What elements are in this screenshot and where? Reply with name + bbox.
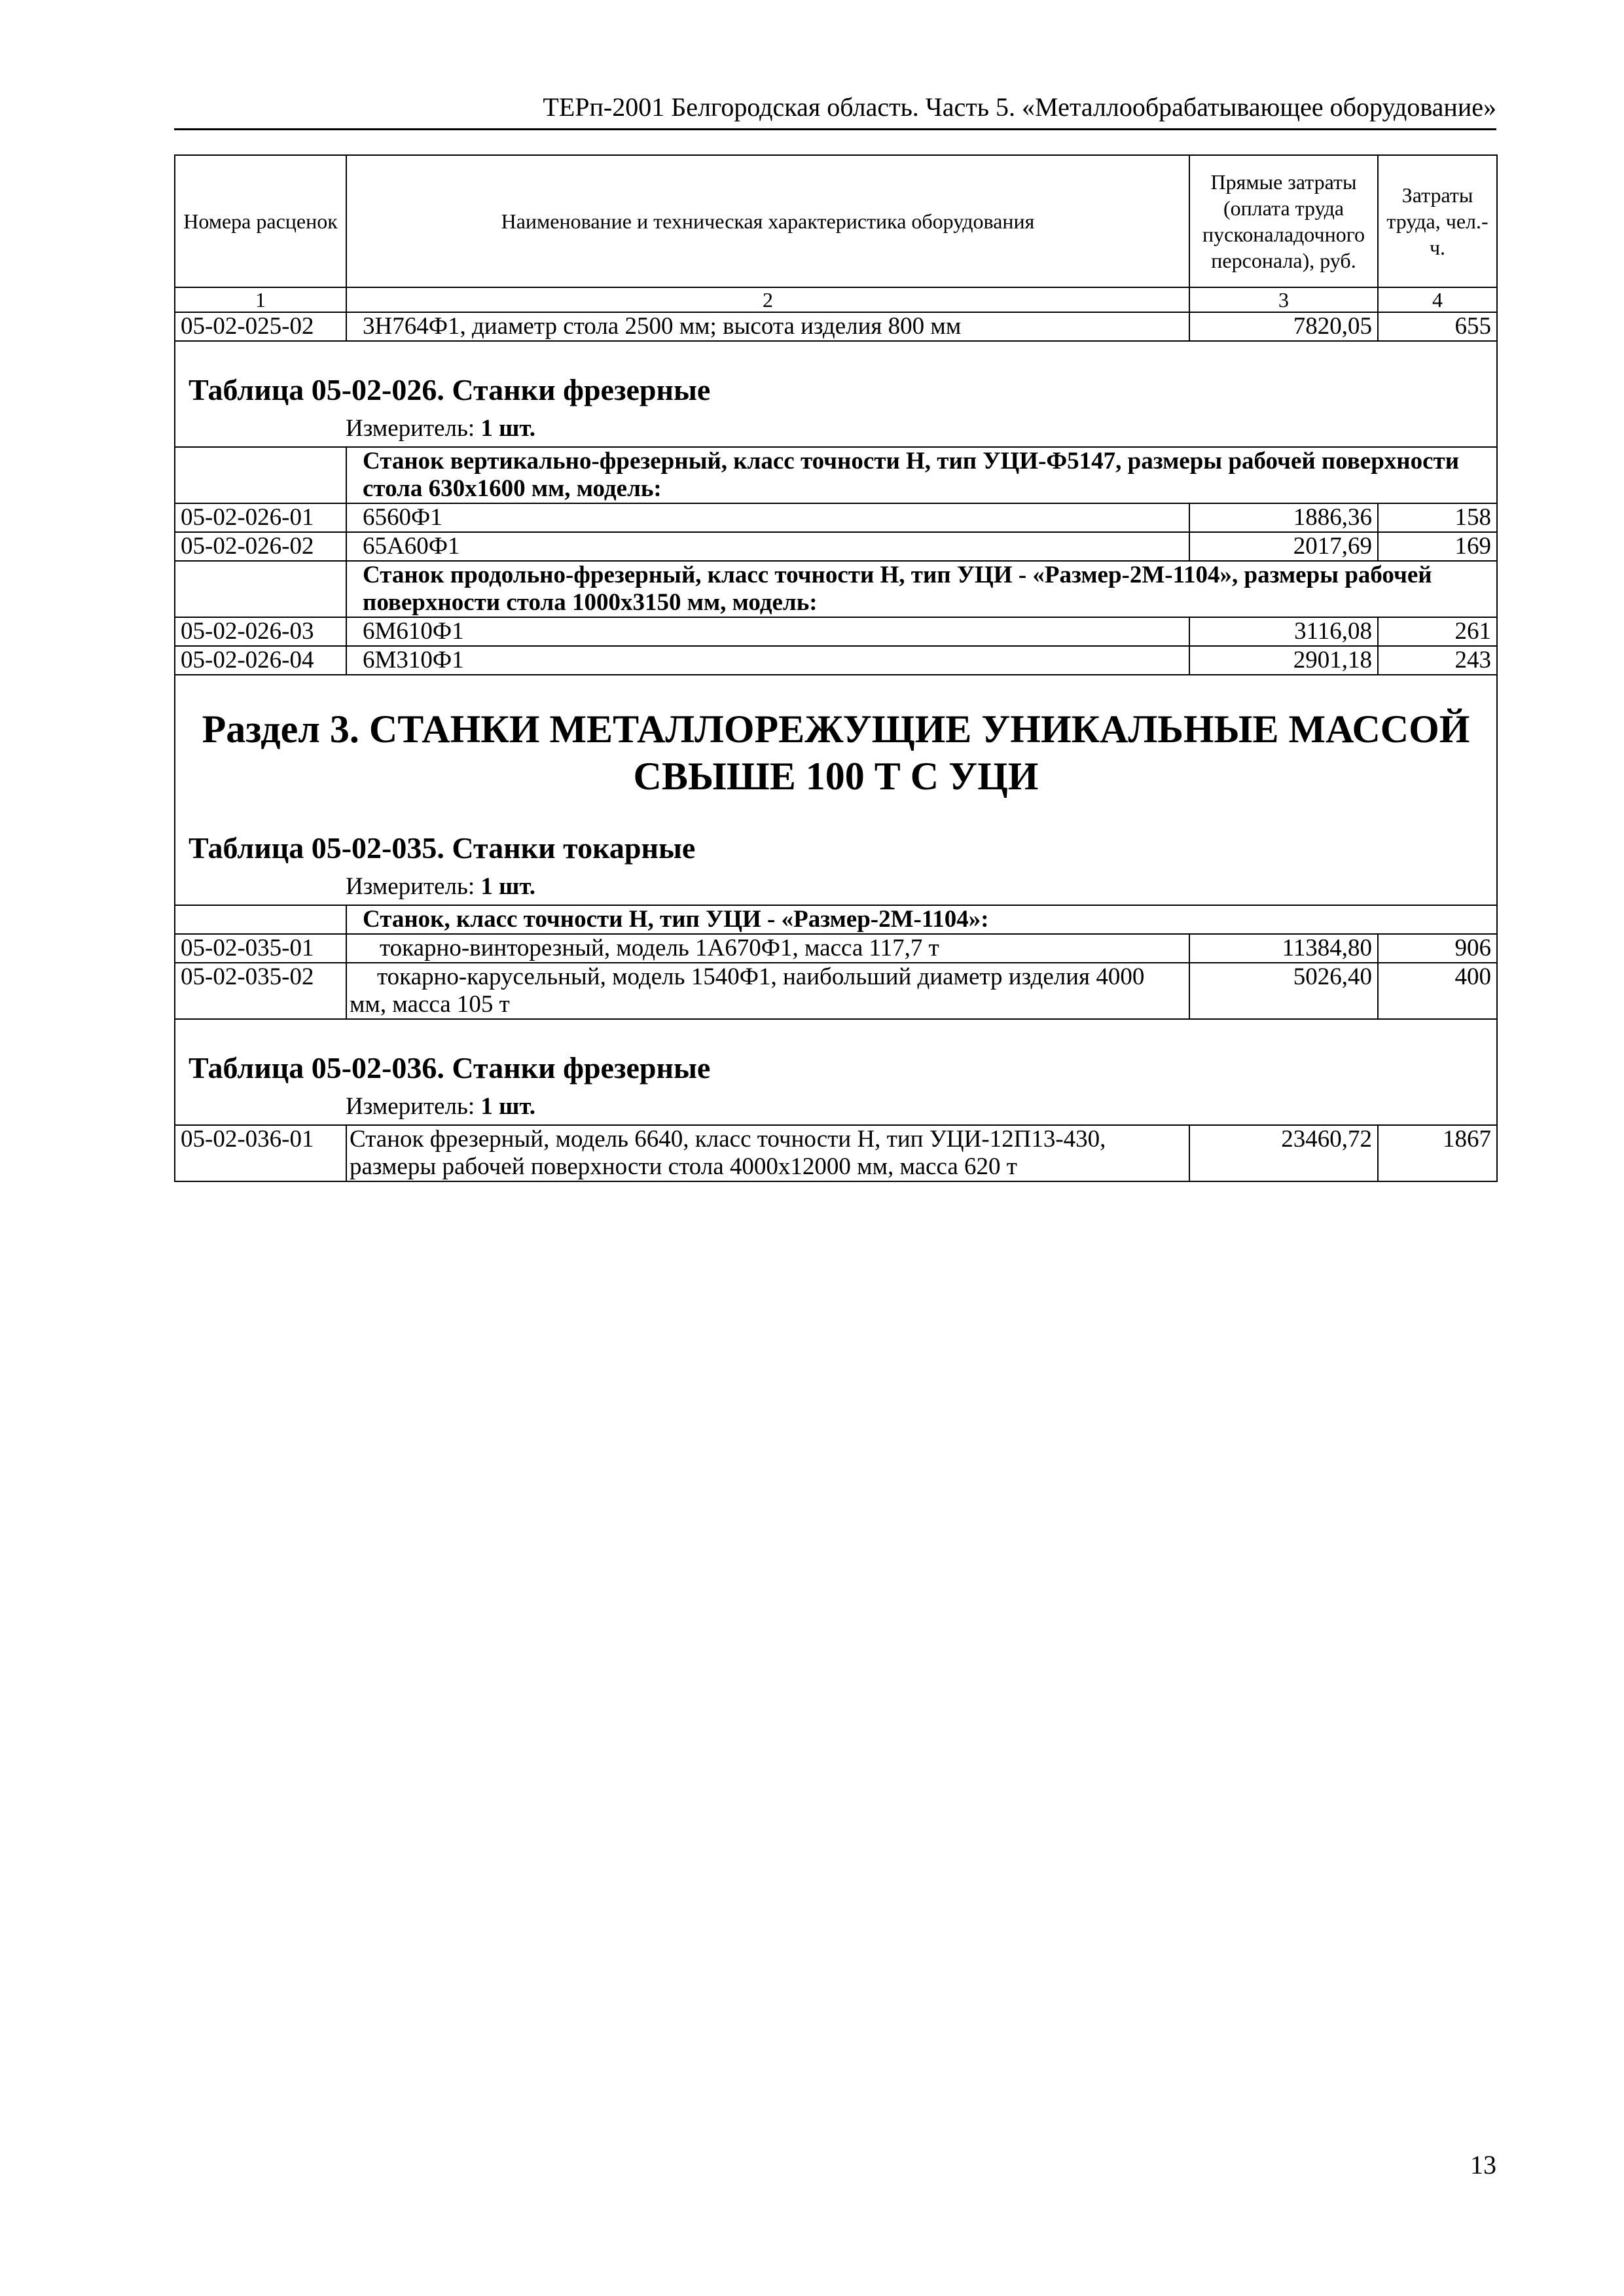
header-col-codes: Номера расценок <box>175 155 346 287</box>
section-title <box>189 706 1483 800</box>
caption-row <box>175 341 1497 447</box>
table-row <box>175 646 1497 675</box>
meter-035 <box>189 873 1483 901</box>
meter-label: Измеритель: <box>346 1093 475 1120</box>
meter-value: 1 шт. <box>480 1093 536 1120</box>
running-header: ТЕРп-2001 Белгородская область. Часть 5. «Металлообрабатывающее оборудование» <box>543 92 1496 122</box>
equipment-name: токарно-винторезный, модель 1А670Ф1, масса 117,7 т <box>346 934 1189 963</box>
column-number: 3 <box>1189 287 1378 312</box>
labor-cost: 1867 <box>1378 1125 1497 1181</box>
meter-label: Измеритель: <box>346 415 475 442</box>
caption-row <box>175 675 1497 905</box>
caption-row <box>175 1019 1497 1125</box>
group-row <box>175 561 1497 617</box>
table-row <box>175 503 1497 532</box>
empty-cell <box>175 561 346 617</box>
direct-cost: 11384,80 <box>1189 934 1378 963</box>
empty-cell <box>175 905 346 934</box>
labor-cost: 243 <box>1378 646 1497 675</box>
header-col-cost: Прямые затраты (оплата труда пусконаладочного персонала), руб. <box>1189 155 1378 287</box>
section-title-line: Раздел 3. СТАНКИ МЕТАЛЛОРЕЖУЩИЕ УНИКАЛЬНЫЕ МАССОЙ <box>202 708 1470 751</box>
labor-cost: 400 <box>1378 963 1497 1019</box>
direct-cost: 5026,40 <box>1189 963 1378 1019</box>
table-title-035: Таблица 05-02-035. Станки токарные <box>189 831 696 865</box>
equipment-name: 65А60Ф1 <box>346 532 1189 561</box>
table-row <box>175 532 1497 561</box>
equipment-name: 6М310Ф1 <box>346 646 1189 675</box>
table-row <box>175 934 1497 963</box>
meter-label: Измеритель: <box>346 873 475 900</box>
direct-cost: 1886,36 <box>1189 503 1378 532</box>
equipment-name: Станок фрезерный, модель 6640, класс точности Н, тип УЦИ-12П13-430, размеры рабочей поверхности стола 4000х12000 мм, масса 620 т <box>346 1125 1189 1181</box>
table-caption-026 <box>175 341 1497 447</box>
table-title-026: Таблица 05-02-026. Станки фрезерные <box>189 373 711 406</box>
meter-value: 1 шт. <box>480 415 536 442</box>
labor-cost: 169 <box>1378 532 1497 561</box>
direct-cost: 3116,08 <box>1189 617 1378 646</box>
labor-cost: 655 <box>1378 312 1497 341</box>
header-col-labor: Затраты труда, чел.-ч. <box>1378 155 1497 287</box>
price-table <box>174 154 1498 1182</box>
equipment-name: 6М610Ф1 <box>346 617 1189 646</box>
column-number: 4 <box>1378 287 1497 312</box>
table-row <box>175 617 1497 646</box>
direct-cost: 7820,05 <box>1189 312 1378 341</box>
meter-value: 1 шт. <box>480 873 536 900</box>
table-caption-036 <box>175 1019 1497 1125</box>
rate-code: 05-02-026-01 <box>175 503 346 532</box>
rate-code: 05-02-026-04 <box>175 646 346 675</box>
labor-cost: 906 <box>1378 934 1497 963</box>
section-caption <box>175 675 1497 905</box>
meter-026 <box>189 415 1483 442</box>
column-number-row <box>175 287 1497 312</box>
rate-code: 05-02-026-03 <box>175 617 346 646</box>
meter-036 <box>189 1093 1483 1121</box>
header-col-name: Наименование и техническая характеристика оборудования <box>346 155 1189 287</box>
direct-cost: 23460,72 <box>1189 1125 1378 1181</box>
group-row <box>175 447 1497 503</box>
table-row <box>175 1125 1497 1181</box>
labor-cost: 261 <box>1378 617 1497 646</box>
rate-code: 05-02-035-02 <box>175 963 346 1019</box>
table-header-row <box>175 155 1497 287</box>
direct-cost: 2017,69 <box>1189 532 1378 561</box>
page-number: 13 <box>1470 2150 1496 2179</box>
group-heading: Станок, класс точности Н, тип УЦИ - «Размер-2М-1104»: <box>346 905 1497 934</box>
labor-cost: 158 <box>1378 503 1497 532</box>
group-heading: Станок вертикально-фрезерный, класс точности Н, тип УЦИ-Ф5147, размеры рабочей поверхности стола 630х1600 мм, модель: <box>346 447 1497 503</box>
rate-code: 05-02-025-02 <box>175 312 346 341</box>
direct-cost: 2901,18 <box>1189 646 1378 675</box>
equipment-name: токарно-карусельный, модель 1540Ф1, наибольший диаметр изделия 4000 мм, масса 105 т <box>346 963 1189 1019</box>
rate-code: 05-02-035-01 <box>175 934 346 963</box>
table-row <box>175 963 1497 1019</box>
column-number: 1 <box>175 287 346 312</box>
section-title-line: СВЫШЕ 100 Т С УЦИ <box>633 755 1039 798</box>
table-title-036: Таблица 05-02-036. Станки фрезерные <box>189 1051 711 1085</box>
group-row <box>175 905 1497 934</box>
rate-code: 05-02-036-01 <box>175 1125 346 1181</box>
table-row <box>175 312 1497 341</box>
header-rule <box>174 128 1496 130</box>
group-heading: Станок продольно-фрезерный, класс точности Н, тип УЦИ - «Размер-2М-1104», размеры рабочей поверхности стола 1000х3150 мм, модель: <box>346 561 1497 617</box>
equipment-name: 3Н764Ф1, диаметр стола 2500 мм; высота изделия 800 мм <box>346 312 1189 341</box>
column-number: 2 <box>346 287 1189 312</box>
rate-code: 05-02-026-02 <box>175 532 346 561</box>
equipment-name: 6560Ф1 <box>346 503 1189 532</box>
empty-cell <box>175 447 346 503</box>
